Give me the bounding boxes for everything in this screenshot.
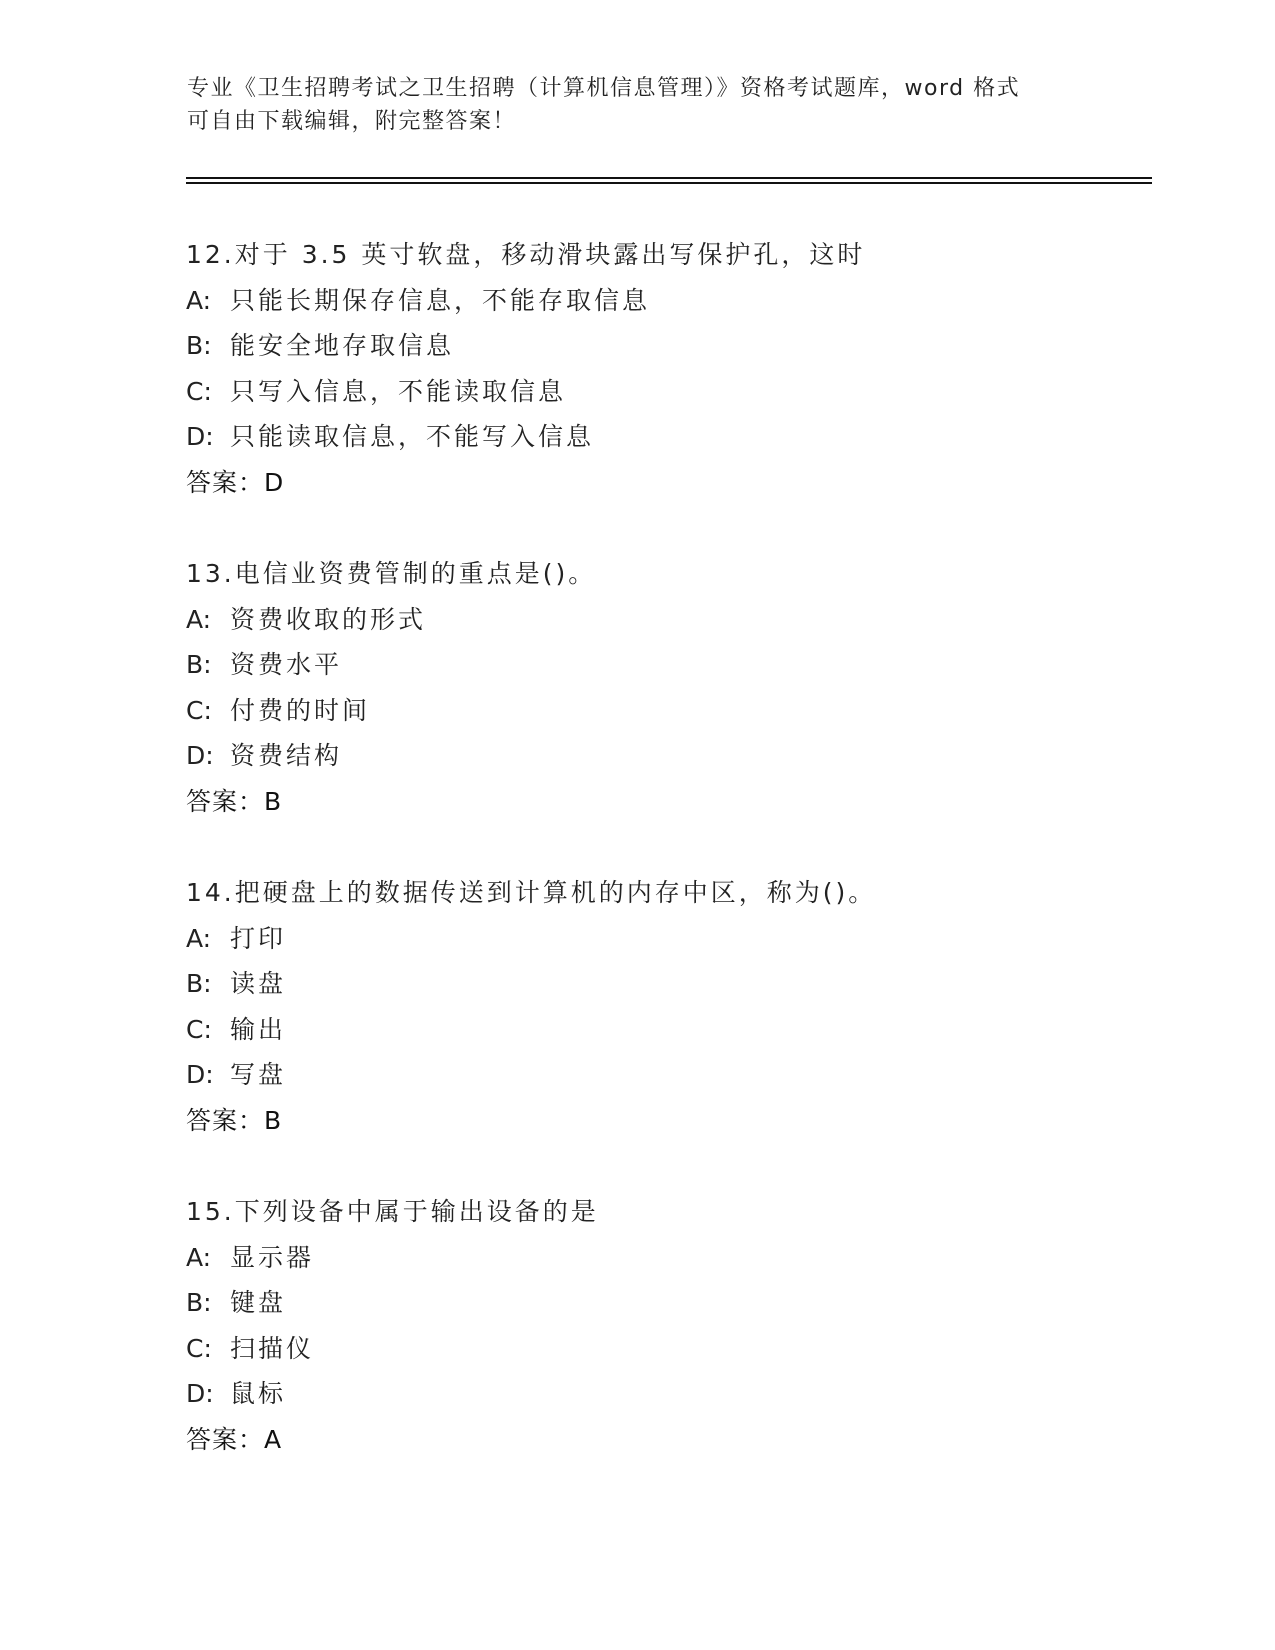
option-letter: B: [186,969,212,998]
option-c [186,369,1186,415]
option-letter: C: [186,376,212,406]
header-line-2: 可自由下载编辑，附完整答案！ [187,109,517,134]
option-b [186,642,1186,688]
option-text: 资费水平 [230,650,343,679]
option-text: 输出 [230,1014,287,1044]
option-a [186,278,1186,324]
question-15 [186,1189,1186,1462]
option-c [186,688,1186,734]
option-d [186,1371,1186,1417]
question-title: 12.对于 3.5 英寸软盘，移动滑块露出写保护孔，这时 [186,240,866,269]
option-a [186,597,1186,643]
option-text: 扫描仪 [230,1333,315,1363]
option-a [186,916,1186,962]
option-letter: A: [186,285,212,315]
option-text: 鼠标 [230,1379,287,1408]
header-divider-bottom [186,182,1152,184]
option-text: 写盘 [230,1060,287,1089]
option-text: 付费的时间 [230,695,371,725]
option-text: 只能长期保存信息，不能存取信息 [230,285,651,315]
option-b [186,323,1186,369]
header-divider-top [186,177,1152,179]
question-list [186,232,1186,1508]
option-text: 只能读取信息，不能写入信息 [230,422,595,451]
option-letter: D: [186,1379,214,1408]
option-text: 打印 [230,923,287,953]
option-letter: C: [186,1014,212,1044]
option-text: 能安全地存取信息 [230,331,455,360]
header-line-1: 专业《卫生招聘考试之卫生招聘（计算机信息管理）》资格考试题库，word 格式 [187,76,1021,101]
option-letter: D: [186,1060,214,1089]
answer-line: 答案：D [186,467,285,497]
option-b [186,1280,1186,1326]
option-text: 只写入信息，不能读取信息 [230,376,567,406]
option-letter: C: [186,1333,212,1363]
option-text: 读盘 [230,969,287,998]
question-13 [186,551,1186,824]
question-12 [186,232,1186,505]
question-14 [186,870,1186,1143]
question-title: 15.下列设备中属于输出设备的是 [186,1197,599,1226]
option-letter: A: [186,1242,212,1272]
answer-line: 答案：A [186,1424,283,1454]
option-letter: D: [186,741,214,770]
option-letter: A: [186,923,212,953]
question-title: 14.把硬盘上的数据传送到计算机的内存中区，称为()。 [186,878,877,907]
option-text: 资费结构 [230,741,343,770]
option-d [186,414,1186,460]
option-letter: D: [186,422,214,451]
option-a [186,1235,1186,1281]
option-text: 资费收取的形式 [230,604,427,634]
option-letter: C: [186,695,212,725]
option-d [186,733,1186,779]
option-c [186,1007,1186,1053]
option-letter: B: [186,650,212,679]
question-title: 13.电信业资费管制的重点是()。 [186,559,597,588]
answer-line: 答案：B [186,786,283,816]
option-d [186,1052,1186,1098]
document-header [187,72,1087,138]
option-text: 键盘 [230,1288,287,1317]
option-c [186,1326,1186,1372]
option-text: 显示器 [230,1242,315,1272]
option-letter: B: [186,1288,212,1317]
option-letter: B: [186,331,212,360]
option-letter: A: [186,604,212,634]
option-b [186,961,1186,1007]
answer-line: 答案：B [186,1105,283,1135]
